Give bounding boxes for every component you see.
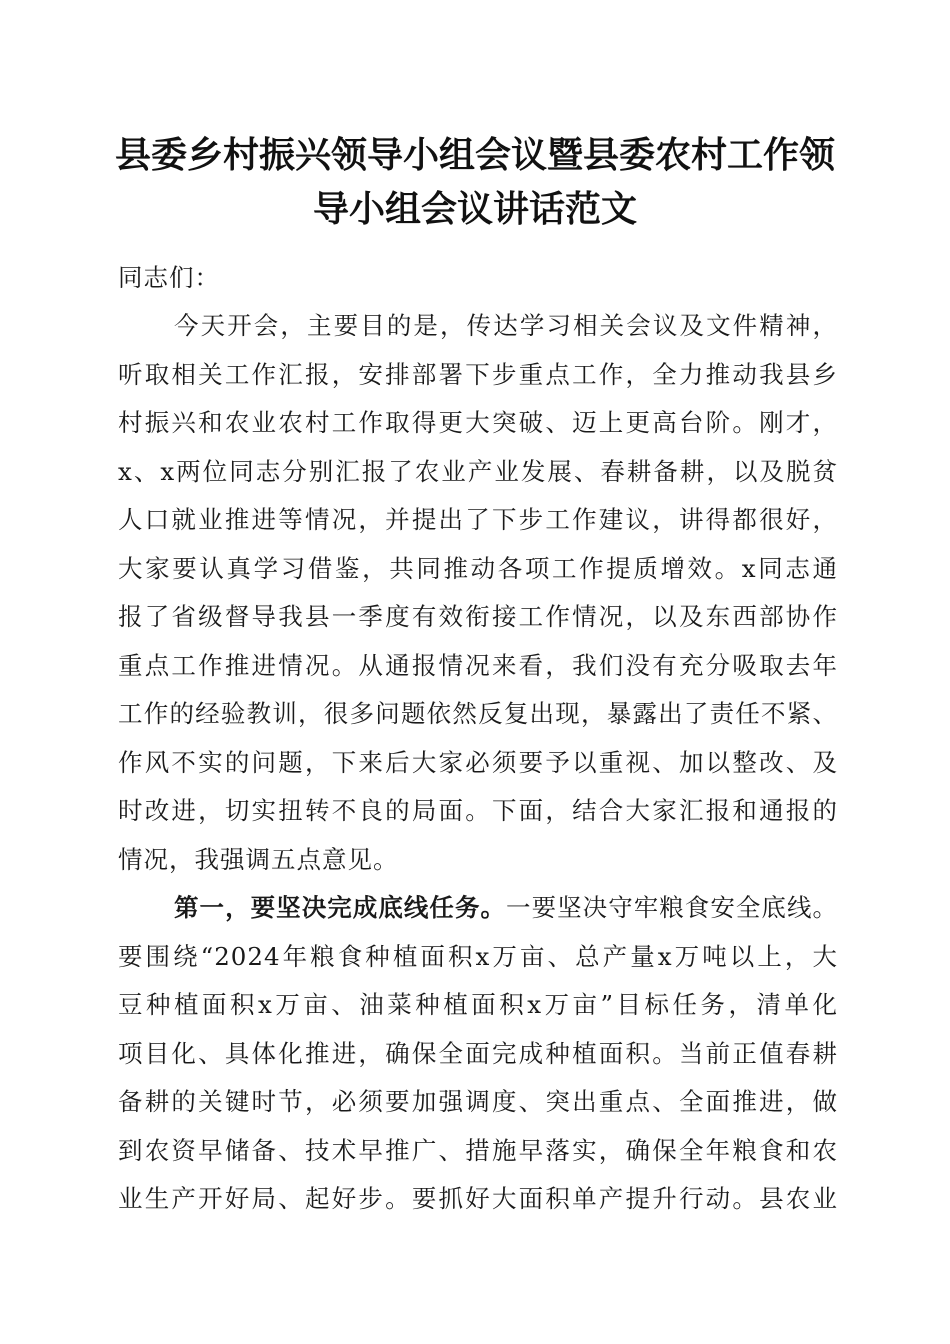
paragraph-line: 项目化、具体化推进，确保全面完成种植面积。当前正值春耕 [118, 1038, 838, 1068]
paragraph-line: 大家要认真学习借鉴，共同推动各项工作提质增效。x同志通 [118, 553, 838, 583]
paragraph-line: 报了省级督导我县一季度有效衔接工作情况，以及东西部协作 [118, 602, 838, 631]
paragraph-line: 工作的经验教训，很多问题依然反复出现，暴露出了责任不紧、 [118, 699, 838, 728]
paragraph-line: 业生产开好局、起好步。要抓好大面积单产提升行动。县农业 [118, 1184, 838, 1213]
paragraph-2 [118, 884, 838, 1224]
paragraph-first-line [118, 884, 838, 933]
paragraph-line: 人口就业推进等情况，并提出了下步工作建议，讲得都很好， [118, 505, 838, 534]
paragraph-line: 作风不实的问题，下来后大家必须要予以重视、加以整改、及 [118, 747, 838, 777]
paragraph-line: x、x两位同志分别汇报了农业产业发展、春耕备耕，以及脱贫 [118, 456, 838, 486]
paragraph-line: 情况，我强调五点意见。 [118, 844, 399, 874]
paragraph-line: 听取相关工作汇报，安排部署下步重点工作，全力推动我县乡 [118, 359, 838, 389]
paragraph-line: 到农资早储备、技术早推广、措施早落实，确保全年粮食和农 [118, 1135, 838, 1165]
document-title [90, 128, 860, 236]
paragraph-first-line-rest: 一要坚决守牢粮食安全底线。 [506, 893, 839, 922]
paragraph-line: 豆种植面积x万亩、油菜种植面积x万亩”目标任务，清单化 [118, 990, 838, 1019]
paragraph-line: 备耕的关键时节，必须要加强调度、突出重点、全面推进，做 [118, 1087, 838, 1116]
paragraph-line: 村振兴和农业农村工作取得更大突破、迈上更高台阶。刚才， [118, 408, 838, 437]
paragraph-line: 时改进，切实扭转不良的局面。下面，结合大家汇报和通报的 [118, 796, 838, 825]
paragraph-line: 今天开会，主要目的是，传达学习相关会议及文件精神， [174, 311, 838, 340]
paragraph-line: 要围绕“2024年粮食种植面积x万亩、总产量x万吨以上，大 [118, 941, 838, 971]
section-heading-first: 第一，要坚决完成底线任务。 [174, 893, 507, 922]
document-body [118, 254, 838, 1224]
title-line-2: 导小组会议讲话范文 [312, 188, 637, 230]
paragraph-1 [118, 302, 838, 884]
title-line-1: 县委乡村振兴领导小组会议暨县委农村工作领 [114, 134, 835, 176]
salutation: 同志们： [118, 263, 220, 292]
paragraph-line: 重点工作推进情况。从通报情况来看，我们没有充分吸取去年 [118, 650, 838, 680]
